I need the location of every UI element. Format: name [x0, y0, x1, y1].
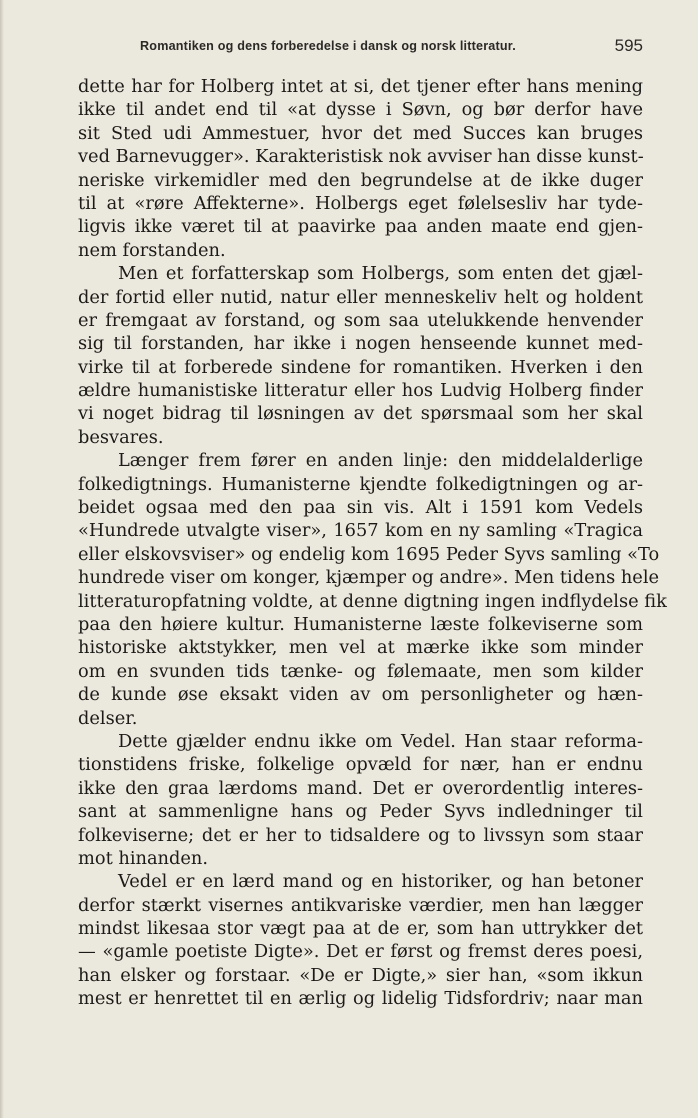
text-line: han elsker og forstaar. «De er Digte,» sier han, «som ikkun	[78, 964, 643, 986]
text-line: vi noget bidrag til løsningen av det spørsmaal som her skal	[78, 403, 643, 425]
page-number: 595	[614, 36, 643, 55]
text-line: tionstidens friske, folkelige opvæld for nær, han er endnu	[78, 754, 643, 776]
text-line: de kunde øse eksakt viden av om personligheter og hæn-	[78, 684, 643, 706]
text-line: hundrede viser om konger, kjæmper og andre». Men tidens hele	[78, 567, 660, 589]
text-line: beidet ogsaa med den paa sin vis. Alt i 1591 kom Vedels	[78, 497, 643, 519]
text-line: mest er henrettet til en ærlig og lidelig Tidsfordriv; naar man	[78, 988, 643, 1010]
text-line: eller elskovsviser» og endelig kom 1695 Peder Syvs samling «To	[78, 543, 660, 565]
text-line: folkeviserne; det er her to tidsaldere og to livssyn som staar	[78, 824, 643, 846]
text-line: Vedel er en lærd mand og en historiker, og han betoner	[118, 871, 643, 893]
text-line: om en svunden tids tænke- og følemaate, men som kilder	[78, 660, 643, 682]
text-line: virke til at forberede sindene for romantiken. Hverken i den	[78, 356, 643, 378]
text-line: dette har for Holberg intet at si, det tjener efter hans mening	[78, 76, 643, 97]
text-line: besvares.	[78, 426, 164, 448]
text-line: mot hinanden.	[78, 847, 209, 869]
text-line: Længer frem fører en anden linje: den middelalderlige	[118, 450, 643, 472]
text-line: ikke den graa lærdoms mand. Det er overordentlig interes-	[78, 777, 643, 799]
text-line: der fortid eller nutid, natur eller menneskeliv helt og holdent	[78, 286, 643, 308]
text-line: ældre humanistiske litteratur eller hos Ludvig Holberg finder	[78, 380, 643, 402]
text-line: derfor stærkt visernes antikvariske værdier, men han lægger	[78, 894, 643, 916]
text-line: Dette gjælder endnu ikke om Vedel. Han staar reforma-	[118, 730, 643, 752]
text-line: er fremgaat av forstand, og som saa utelukkende henvender	[78, 309, 643, 331]
running-title: Romantiken og dens forberedelse i dansk og norsk litteratur.	[140, 39, 516, 53]
text-line: nem forstanden.	[78, 239, 226, 261]
text-line: — «gamle poetiste Digte». Det er først og fremst deres poesi,	[78, 941, 643, 963]
text-line: til at «røre Affekterne». Holbergs eget følelsesliv har tyde-	[78, 192, 643, 214]
page-header	[78, 36, 643, 58]
page-edge	[0, 0, 4, 1118]
text-line: Men et forfatterskap som Holbergs, som enten det gjæl-	[118, 263, 643, 285]
text-line: ved Barnevugger». Karakteristisk nok avviser han disse kunst-	[78, 146, 644, 168]
text-line: «Hundrede utvalgte viser», 1657 kom en ny samling «Tragica	[78, 520, 643, 542]
text-line: paa den høiere kultur. Humanisterne læste folkeviserne som	[78, 613, 643, 635]
text-line: sant at sammenligne hans og Peder Syvs indledninger til	[78, 801, 643, 823]
text-line: sig til forstanden, har ikke i nogen henseende kunnet med-	[78, 333, 643, 355]
text-line: litteraturopfatning voldte, at denne digtning ingen indflydelse fik	[78, 590, 667, 612]
text-line: historiske aktstykker, men vel at mærke ikke som minder	[78, 637, 643, 659]
body-text	[78, 75, 667, 1011]
text-line: ikke til andet end til «at dysse i Søvn, og bør derfor have	[78, 99, 643, 121]
text-line: delser.	[78, 707, 138, 729]
text-line: neriske virkemidler med den begrundelse at de ikke duger	[78, 169, 643, 191]
text-line: ligvis ikke været til at paavirke paa anden maate end gjen-	[78, 216, 643, 238]
text-line: sit Sted udi Ammestuer, hvor det med Succes kan bruges	[78, 122, 643, 144]
text-line: folkedigtnings. Humanisterne kjendte folkedigtningen og ar-	[78, 473, 643, 495]
text-line: mindst likesaa stor vægt paa at de er, som han uttrykker det	[78, 918, 643, 940]
